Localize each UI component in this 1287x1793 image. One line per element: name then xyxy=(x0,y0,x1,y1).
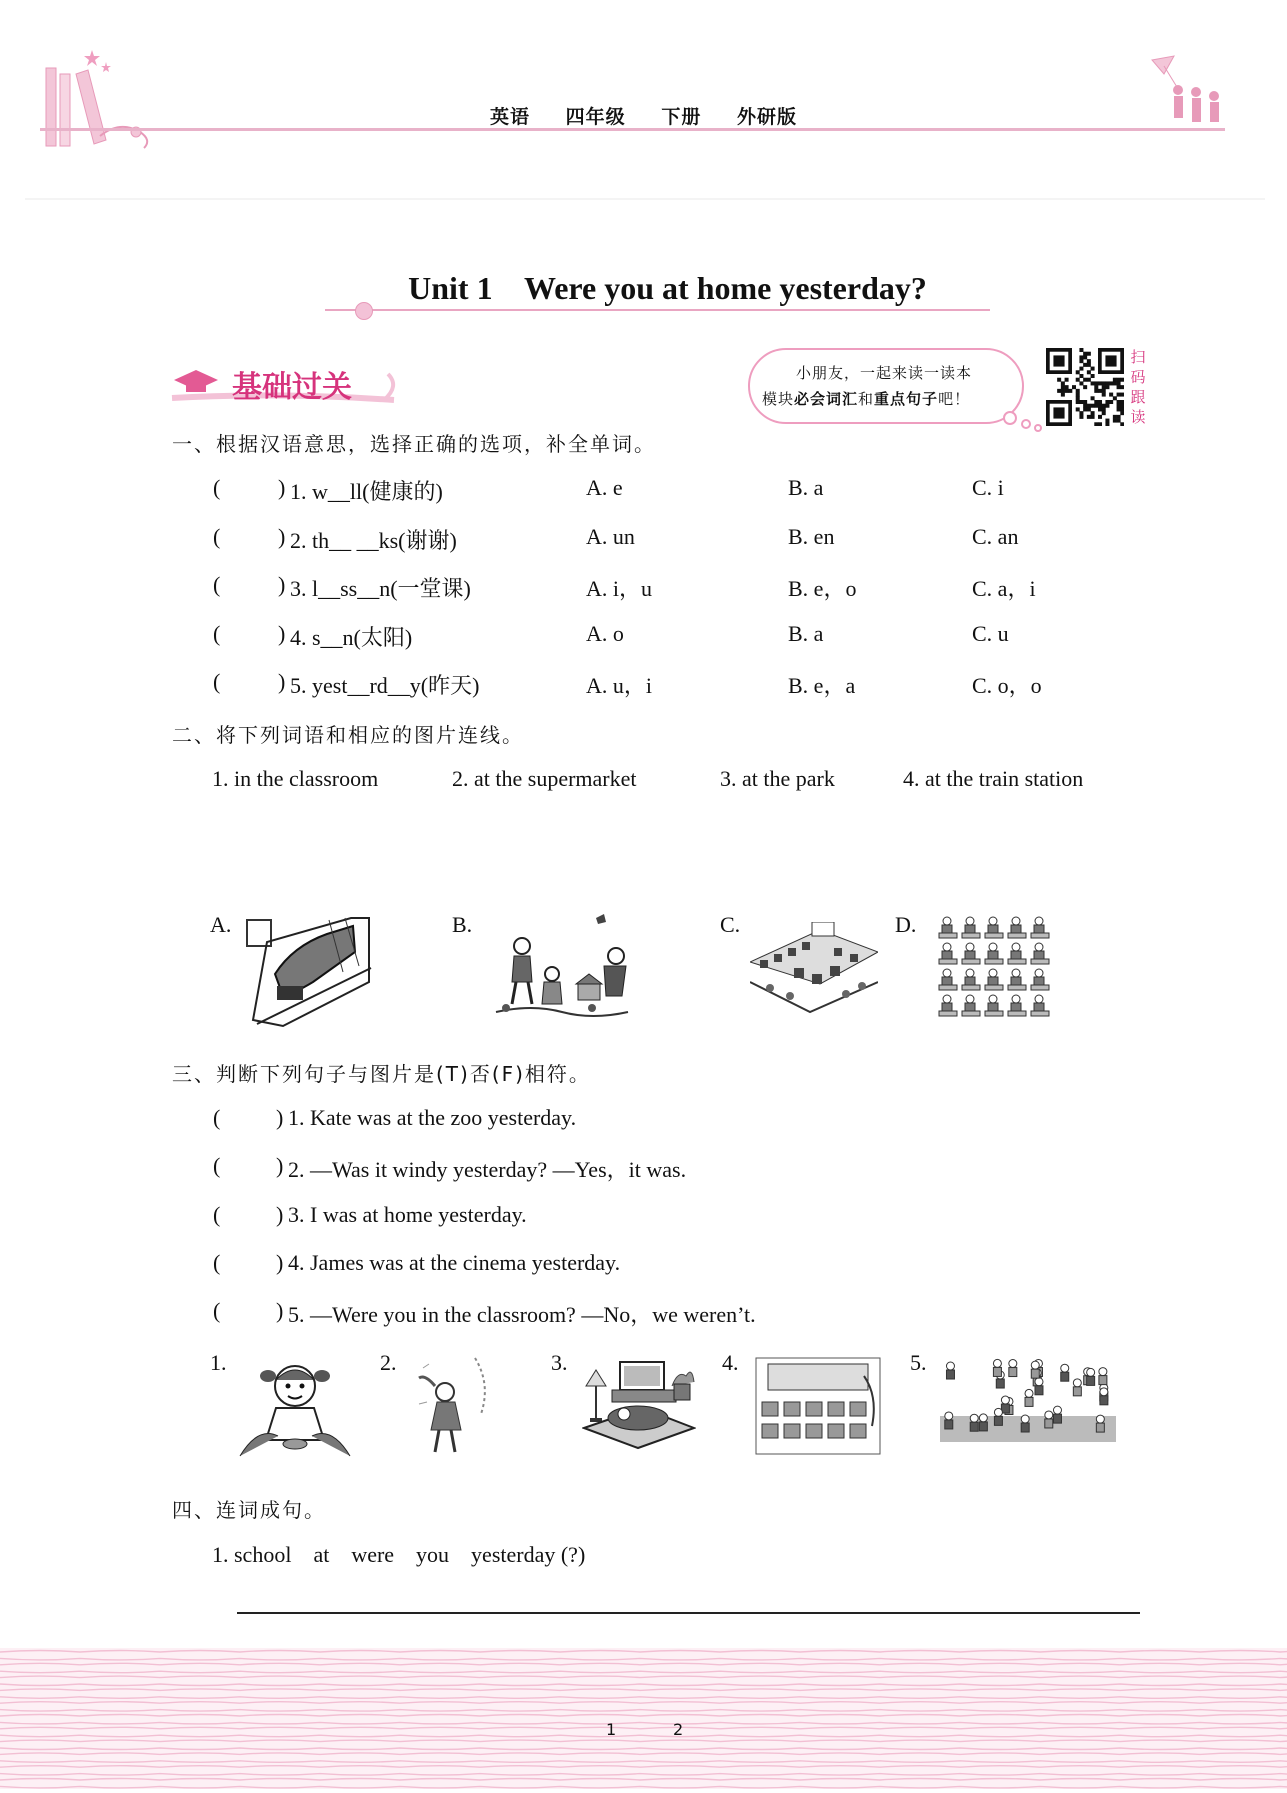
book-grade: 四年级 xyxy=(565,106,626,128)
open-paren: ( xyxy=(213,1105,221,1130)
footer-wave-band xyxy=(0,1648,1287,1789)
scan-label: 扫码跟读 xyxy=(1130,348,1146,426)
option-c: C. i xyxy=(972,475,1004,500)
close-paren: ) xyxy=(276,1202,284,1227)
option-b: B. a xyxy=(788,621,824,646)
answer-blank[interactable] xyxy=(228,524,276,552)
qr-code-icon[interactable] xyxy=(1046,348,1124,426)
question-text: 3. l__ss__n(一堂课) xyxy=(290,576,471,601)
open-paren: ( xyxy=(213,1250,221,1275)
open-paren: ( xyxy=(213,1153,221,1178)
book-info xyxy=(0,102,1287,129)
close-paren: ) xyxy=(278,475,286,500)
statement-text: 2. —Was it windy yesterday? —Yes，it was. xyxy=(288,1157,687,1182)
open-paren: ( xyxy=(213,572,221,597)
close-paren: ) xyxy=(276,1105,284,1130)
header-divider xyxy=(25,198,1265,200)
option-b: B. a xyxy=(788,475,824,500)
unit-title: Unit 1 Were you at home yesterday? xyxy=(408,270,927,306)
supermarket-picture xyxy=(750,922,878,1020)
close-paren: ) xyxy=(278,572,286,597)
option-b: B. en xyxy=(788,524,835,549)
option-a: A. u，i xyxy=(586,673,653,698)
bubble-bold-1: 必会词汇 xyxy=(794,390,859,408)
question-text: 4. s__n(太阳) xyxy=(290,625,413,650)
close-paren: ) xyxy=(276,1153,284,1178)
part2-phrase: 1. in the classroom xyxy=(212,766,379,791)
crowd-picture xyxy=(940,1356,1116,1444)
bubble-bold-2: 重点句子 xyxy=(874,390,939,408)
answer-blank[interactable] xyxy=(228,1153,276,1181)
close-paren: ) xyxy=(278,524,286,549)
option-c: C. u xyxy=(972,621,1009,646)
pic-label-2: 2. xyxy=(380,1350,397,1375)
part2-heading: 二、将下列词语和相应的图片连线。 xyxy=(172,723,524,747)
answer-blank[interactable] xyxy=(228,572,276,600)
bubble-text-line2 xyxy=(762,388,970,409)
answer-blank[interactable] xyxy=(228,1250,276,1278)
answer-line[interactable] xyxy=(237,1612,1140,1614)
question-text: 5. yest__rd__y(昨天) xyxy=(290,673,480,698)
answer-blank[interactable] xyxy=(228,669,276,697)
option-a: A. e xyxy=(586,475,623,500)
answer-blank[interactable] xyxy=(228,475,276,503)
pic-label-5: 5. xyxy=(910,1350,927,1375)
option-c: C. a，i xyxy=(972,576,1036,601)
part3-heading: 三、判断下列句子与图片是(T)否(F)相符。 xyxy=(172,1062,591,1086)
answer-blank[interactable] xyxy=(228,621,276,649)
statement-text: 1. Kate was at the zoo yesterday. xyxy=(288,1105,577,1130)
header-decoration-left xyxy=(40,40,160,150)
option-a: A. o xyxy=(586,621,624,646)
pic-label-b: B. xyxy=(452,912,473,937)
pic-label-d: D. xyxy=(895,912,917,937)
home-picture xyxy=(582,1356,696,1450)
statement-text: 4. James was at the cinema yesterday. xyxy=(288,1250,621,1275)
book-term: 下册 xyxy=(661,106,702,128)
bubble-mid: 和 xyxy=(858,390,875,408)
pic-label-4: 4. xyxy=(722,1350,739,1375)
question-text: 1. w__ll(健康的) xyxy=(290,479,443,504)
book-subject: 英语 xyxy=(490,106,531,128)
cinema-picture xyxy=(754,1356,882,1456)
pic-label-a: A. xyxy=(210,912,232,937)
option-c: C. o，o xyxy=(972,673,1042,698)
option-b: B. e，a xyxy=(788,673,856,698)
close-paren: ) xyxy=(278,669,286,694)
open-paren: ( xyxy=(213,1202,221,1227)
close-paren: ) xyxy=(276,1298,284,1323)
statement-text: 5. —Were you in the classroom? —No，we weren’t. xyxy=(288,1302,756,1327)
pic-label-c: C. xyxy=(720,912,741,937)
question-text: 2. th__ __ks(谢谢) xyxy=(290,528,457,553)
part2-phrase: 3. at the park xyxy=(720,766,835,791)
classroom-picture xyxy=(935,912,1053,1018)
part4-item: 1. school at were you yesterday (?) xyxy=(212,1542,586,1567)
train-station-picture xyxy=(243,912,375,1030)
part1-heading: 一、根据汉语意思，选择正确的选项，补全单词。 xyxy=(172,432,656,456)
statement-text: 3. I was at home yesterday. xyxy=(288,1202,527,1227)
open-paren: ( xyxy=(213,524,221,549)
option-c: C. an xyxy=(972,524,1019,549)
tip-bubble xyxy=(748,348,1024,424)
page-number-right: 2 xyxy=(673,1720,684,1739)
book-edition: 外研版 xyxy=(736,106,797,128)
bubble-pre: 模块 xyxy=(762,390,795,408)
part2-phrase: 4. at the train station xyxy=(903,766,1084,791)
pic-label-1: 1. xyxy=(210,1350,227,1375)
windy-girl-picture xyxy=(415,1354,495,1458)
bubble-tail xyxy=(1000,408,1050,432)
park-picture xyxy=(492,912,632,1024)
close-paren: ) xyxy=(276,1250,284,1275)
bubble-post: 吧！ xyxy=(938,390,971,408)
pic-label-3: 3. xyxy=(551,1350,568,1375)
title-dot xyxy=(355,302,373,320)
close-paren: ) xyxy=(278,621,286,646)
open-paren: ( xyxy=(213,475,221,500)
answer-blank[interactable] xyxy=(228,1298,276,1326)
option-a: A. i，u xyxy=(586,576,653,601)
open-paren: ( xyxy=(213,621,221,646)
open-paren: ( xyxy=(213,1298,221,1323)
part2-phrase: 2. at the supermarket xyxy=(452,766,637,791)
section-title: 基础过关 xyxy=(232,370,352,405)
open-paren: ( xyxy=(213,669,221,694)
option-b: B. e，o xyxy=(788,576,857,601)
option-a: A. un xyxy=(586,524,635,549)
page-number-left: 1 xyxy=(606,1720,617,1739)
bubble-text-line1: 小朋友，一起来读一读本 xyxy=(796,364,973,382)
answer-blank[interactable] xyxy=(228,1105,276,1133)
girl-picture xyxy=(238,1356,352,1458)
title-underline xyxy=(325,309,990,311)
part4-heading: 四、连词成句。 xyxy=(172,1498,326,1522)
answer-blank[interactable] xyxy=(228,1202,276,1230)
